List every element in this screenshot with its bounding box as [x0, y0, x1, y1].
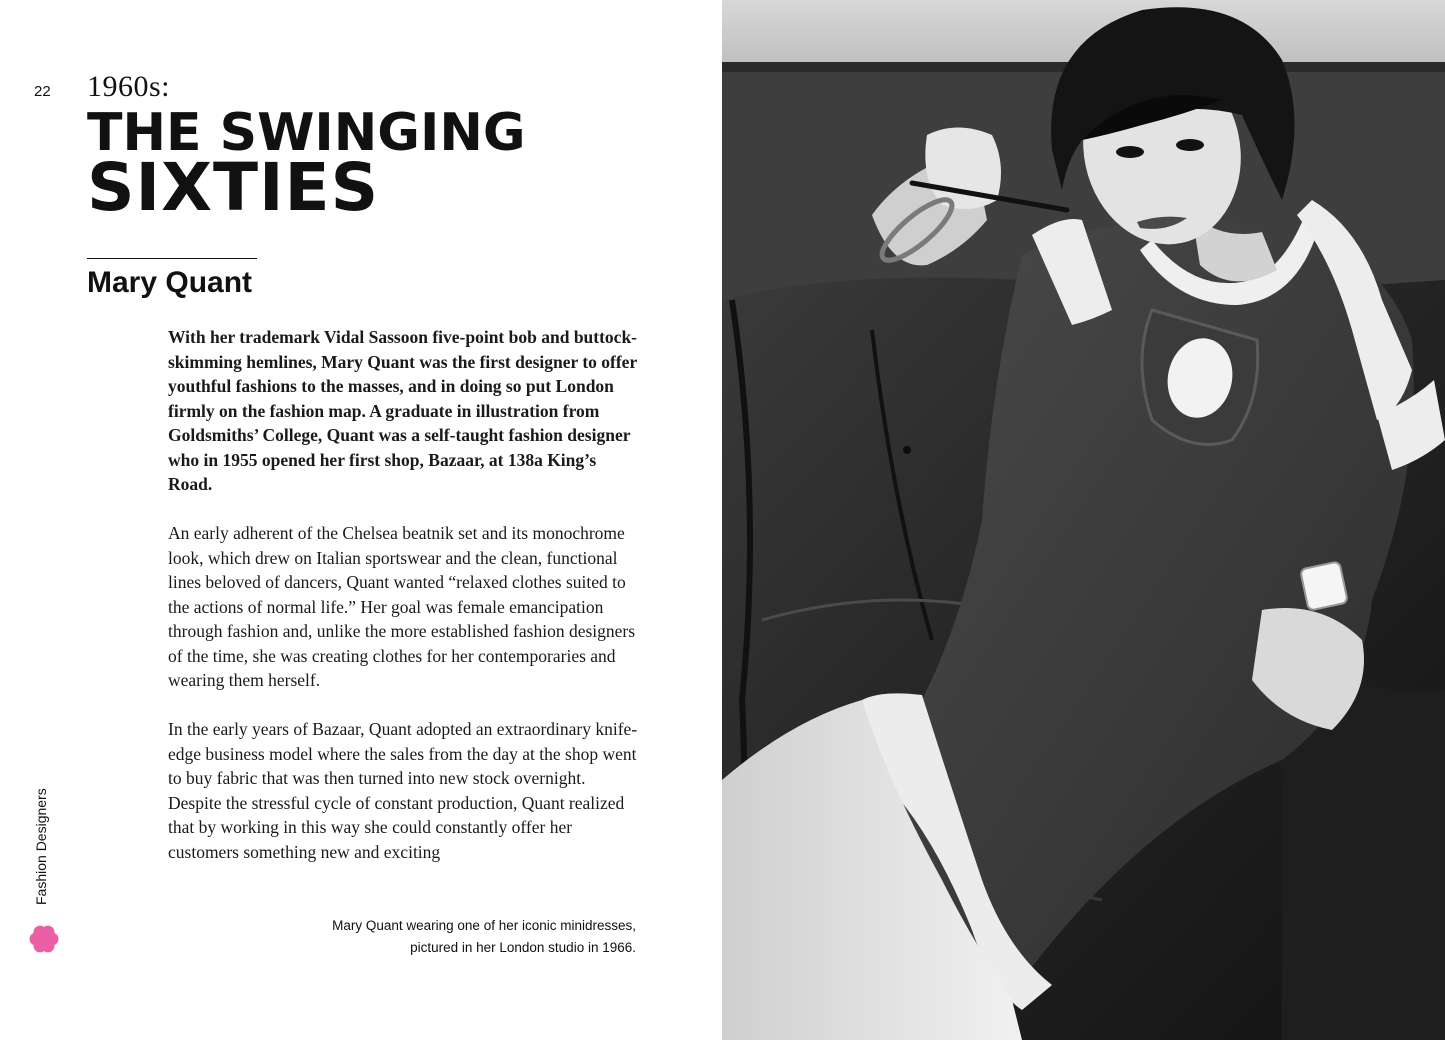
photo-caption	[256, 915, 636, 959]
flower-center	[39, 934, 50, 945]
caption-line-1: Mary Quant wearing one of her iconic minidresses,	[332, 918, 636, 933]
mary-quant-photo	[722, 0, 1445, 1040]
page-number: 22	[34, 83, 51, 100]
chapter-eyebrow: 1960s:	[87, 70, 171, 103]
body-paragraph: In the early years of Bazaar, Quant adopted an extraordinary knife-edge business model where the sales from the day at the shop went to buy fabric that was then turned into new stock overnight. Despite the stressful cycle of constant production, Quant realized that by working in this way she could constantly offer her customers something new and exciting	[168, 719, 638, 862]
chapter-title-line-2: SIXTIES	[87, 149, 380, 226]
photo-illustration	[722, 0, 1445, 1040]
chapter-title-line-1: THE SWINGING	[87, 103, 526, 163]
running-section-label: Fashion Designers	[33, 788, 49, 905]
wristwatch	[1300, 561, 1348, 610]
left-eye	[1116, 146, 1144, 158]
chapter-title	[87, 103, 647, 226]
body-paragraph: An early adherent of the Chelsea beatnik set and its monochrome look, which drew on Italian sportswear and the clean, functional lines beloved of dancers, Quant wanted “relaxed clothes suited to the actions of normal life.” Her goal was female emancipation through fashion and, unlike the more established fashion designers of the time, she was creating clothes for her contemporaries and wearing them herself.	[168, 523, 636, 690]
section-divider	[87, 258, 257, 259]
flower-icon	[28, 923, 60, 955]
right-eye	[1176, 139, 1204, 151]
caption-line-2: pictured in her London studio in 1966.	[410, 940, 636, 955]
section-heading: Mary Quant	[87, 266, 253, 299]
left-page	[0, 0, 722, 1040]
article-body	[168, 325, 643, 889]
intro-paragraph: With her trademark Vidal Sassoon five-point bob and buttock-skimming hemlines, Mary Quant was the first designer to offer youthful fashions to the masses, and in doing so put London firmly on the fashion map. A graduate in illustration from Goldsmiths’ College, Quant was a self-taught fashion designer who in 1955 opened her first shop, Bazaar, at 138a King’s Road.	[168, 327, 638, 494]
